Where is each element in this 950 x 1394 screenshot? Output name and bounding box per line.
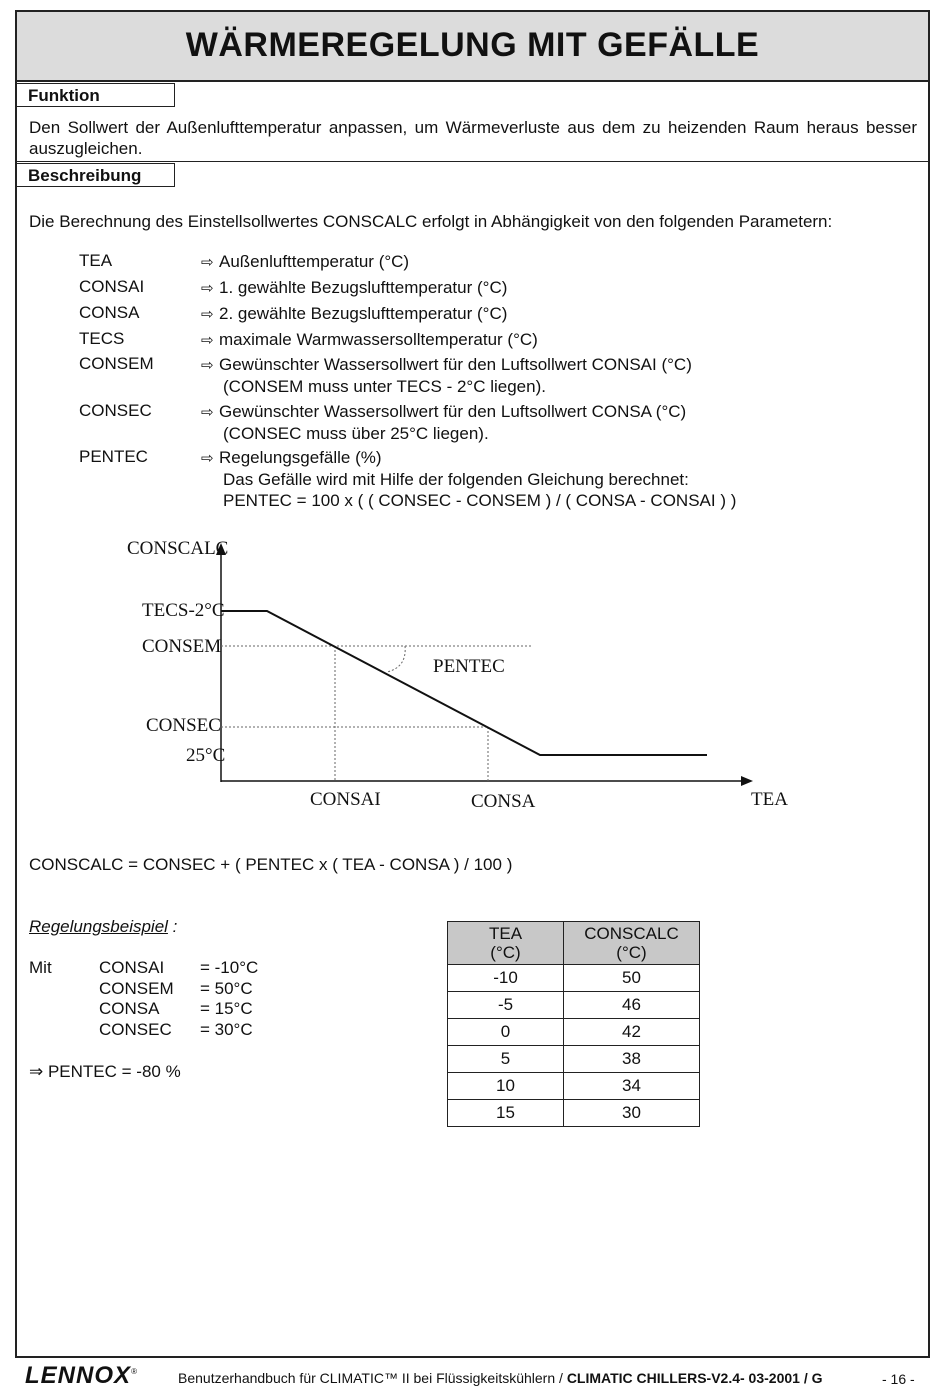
arrow-right-icon: ⇨ <box>201 404 214 421</box>
param-description <box>201 354 692 397</box>
param-name: PENTEC <box>79 447 148 466</box>
regulation-diagram <box>107 527 827 827</box>
param-line-text: Gewünschter Wassersollwert für den Luftsollwert CONSA (°C) <box>219 402 687 421</box>
param-line-text: PENTEC = 100 x ( ( CONSEC - CONSEM ) / ( CONSA - CONSAI ) ) <box>223 491 737 510</box>
arrow-right-icon: ⇨ <box>201 332 214 349</box>
footer-text <box>178 1370 823 1386</box>
example-title <box>29 917 177 937</box>
example-param-name: CONSEM <box>99 978 174 998</box>
param-name: CONSAI <box>79 277 145 296</box>
title-bar <box>17 12 928 82</box>
param-name: TEA <box>79 251 113 270</box>
example-result: ⇒ PENTEC = -80 % <box>29 1062 181 1081</box>
param-line-text: 1. gewählte Bezugslufttemperatur (°C) <box>219 278 508 297</box>
footer-text-normal: Benutzerhandbuch für CLIMATIC™ II bei Flüssigkeitskühlern / <box>178 1370 567 1386</box>
header-line: TEA <box>488 924 523 943</box>
param-name: CONSEC <box>79 401 152 420</box>
table-row <box>448 965 700 992</box>
param-line <box>201 329 538 351</box>
example-title-text: Regelungsbeispiel <box>29 917 168 936</box>
table-row <box>448 1019 700 1046</box>
divider <box>17 161 928 162</box>
x-label-consai: CONSAI <box>310 789 381 810</box>
diagram-curve <box>221 611 707 755</box>
table-cell: -10 <box>448 965 564 992</box>
header-line: (°C) <box>490 943 521 962</box>
example-param-name: CONSEC <box>99 1019 172 1039</box>
arrow-right-icon: ⇨ <box>201 280 214 297</box>
param-line-text: Außenlufttemperatur (°C) <box>219 252 410 271</box>
example-title-suffix: : <box>167 917 178 936</box>
y-level-25c: 25°C <box>186 745 226 766</box>
param-description <box>201 329 538 351</box>
param-line-text: Regelungsgefälle (%) <box>219 448 382 467</box>
param-line <box>201 447 736 469</box>
param-line <box>201 423 686 444</box>
table-cell: -5 <box>448 992 564 1019</box>
arrow-right-icon: ⇨ <box>201 254 214 271</box>
header-line: CONSCALC <box>584 924 679 943</box>
x-label-consa: CONSA <box>471 791 536 812</box>
table-cell: 15 <box>448 1100 564 1127</box>
section-label-beschreibung: Beschreibung <box>17 163 175 187</box>
formula: CONSCALC = CONSEC + ( PENTEC x ( TEA - CONSA ) / 100 ) <box>29 855 513 874</box>
arrow-right-icon: ⇨ <box>201 450 214 467</box>
param-line <box>201 490 736 511</box>
table-header-conscalc <box>564 922 700 965</box>
section-label-funktion: Funktion <box>17 83 175 107</box>
param-description <box>201 277 507 299</box>
table-row <box>448 1046 700 1073</box>
table-cell: 10 <box>448 1073 564 1100</box>
y-axis-label: CONSCALC <box>127 538 229 559</box>
header-line: (°C) <box>616 943 647 962</box>
example-param-value: = 50°C <box>200 978 253 998</box>
param-line-text: maximale Warmwassersolltemperatur (°C) <box>219 330 538 349</box>
table-cell: 5 <box>448 1046 564 1073</box>
lennox-logo: LENNOX® <box>25 1362 138 1389</box>
y-level-tecs: TECS-2°C <box>142 600 225 621</box>
beschreibung-intro: Die Berechnung des Einstellsollwertes CONSCALC erfolgt in Abhängigkeit von den folgenden Parametern: <box>29 212 833 231</box>
example-param-name: CONSA <box>99 999 160 1018</box>
param-line-text: Gewünschter Wassersollwert für den Luftsollwert CONSAI (°C) <box>219 355 692 374</box>
table-cell: 38 <box>564 1046 700 1073</box>
footer <box>0 1360 950 1394</box>
page-title: WÄRMEREGELUNG MIT GEFÄLLE <box>185 26 760 64</box>
table-row <box>448 1073 700 1100</box>
page-number: - 16 - <box>882 1371 915 1387</box>
param-line-text: (CONSEC muss über 25°C liegen). <box>223 424 489 443</box>
param-line <box>201 251 409 273</box>
table-cell: 50 <box>564 965 700 992</box>
table-cell: 34 <box>564 1073 700 1100</box>
example-param-value: = 30°C <box>200 1019 253 1039</box>
y-level-consec: CONSEC <box>146 715 221 736</box>
param-description <box>201 251 409 273</box>
param-name: CONSA <box>79 303 140 322</box>
page-frame <box>15 10 930 1358</box>
funktion-text: Den Sollwert der Außenlufttemperatur anpassen, um Wärmeverluste aus dem zu heizenden Raum heraus besser auszugleichen. <box>29 118 917 158</box>
table-cell: 30 <box>564 1100 700 1127</box>
param-line-text: 2. gewählte Bezugslufttemperatur (°C) <box>219 304 508 323</box>
example-param-value: = -10°C <box>200 958 259 977</box>
y-level-consem: CONSEM <box>142 636 222 657</box>
example-param-value: = 15°C <box>200 999 253 1018</box>
param-line <box>201 277 507 299</box>
example-param-name: CONSAI <box>99 958 165 977</box>
param-line <box>201 354 692 376</box>
example-table <box>447 921 700 1127</box>
logo-text: LENNOX <box>25 1362 132 1389</box>
footer-text-bold: CLIMATIC CHILLERS-V2.4- 03-2001 / G <box>566 1370 823 1386</box>
x-axis-label: TEA <box>751 789 788 810</box>
param-description <box>201 447 736 511</box>
arrow-right-icon: ⇨ <box>201 306 214 323</box>
slope-label: PENTEC <box>433 656 505 677</box>
table-cell: 46 <box>564 992 700 1019</box>
param-name: TECS <box>79 329 125 348</box>
param-line-text: Das Gefälle wird mit Hilfe der folgenden Gleichung berechnet: <box>223 470 689 489</box>
table-row <box>448 1100 700 1127</box>
param-line <box>201 303 507 325</box>
param-line-text: (CONSEM muss unter TECS - 2°C liegen). <box>223 377 546 396</box>
param-line <box>201 469 736 490</box>
param-line <box>201 376 692 397</box>
example-mit: Mit <box>29 958 52 977</box>
arrow-right-icon: ⇨ <box>201 357 214 374</box>
table-header-tea <box>448 922 564 965</box>
table-row <box>448 992 700 1019</box>
param-description <box>201 401 686 444</box>
table-cell: 0 <box>448 1019 564 1046</box>
param-name: CONSEM <box>79 354 154 373</box>
table-cell: 42 <box>564 1019 700 1046</box>
param-line <box>201 401 686 423</box>
param-description <box>201 303 507 325</box>
